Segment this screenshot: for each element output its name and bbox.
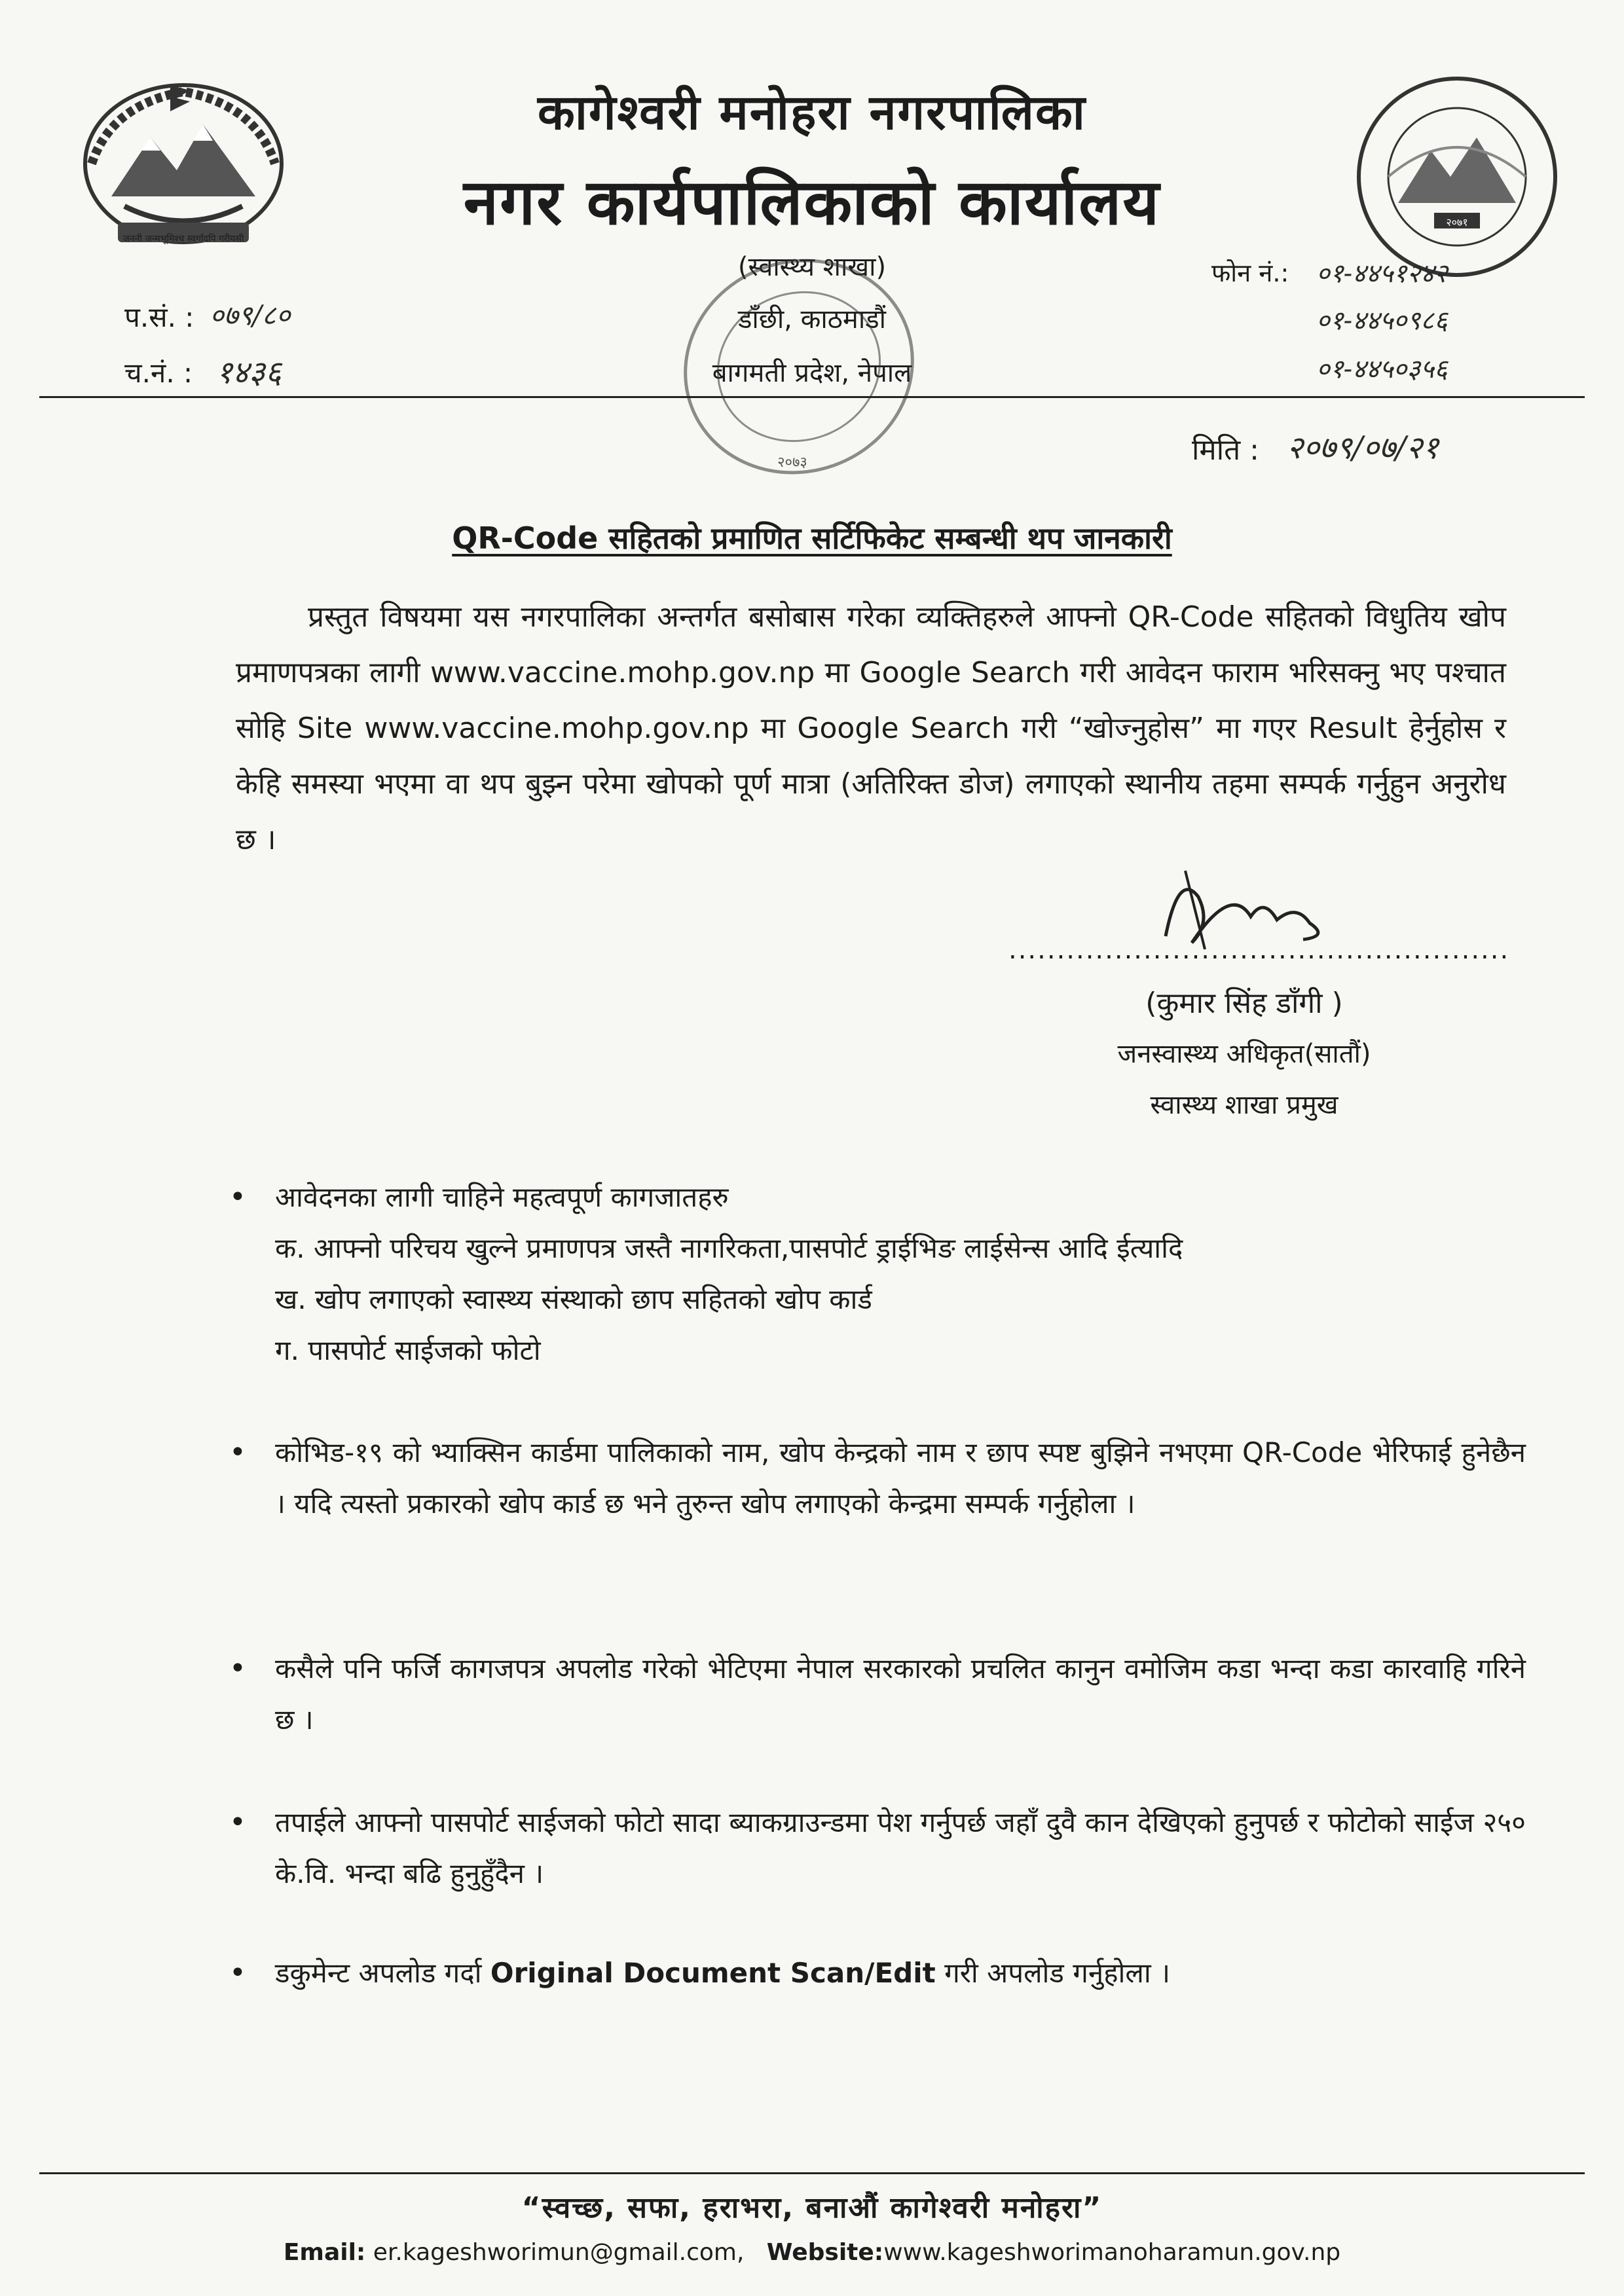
bullet-photo-requirements <box>229 1797 1526 1899</box>
bullet-upload-original <box>229 1948 1526 1999</box>
bullet-icon: • <box>229 1806 246 1839</box>
letter-subject <box>0 517 1624 558</box>
document-item-3: ग. पासपोर्ट साईजको फोटो <box>275 1334 541 1366</box>
municipality-seal-year: २०७१ <box>1446 216 1468 228</box>
bullet-required-documents <box>229 1172 1526 1376</box>
document-item-1: क. आफ्नो परिचय खुल्ने प्रमाणपत्र जस्तै नागरिकता,पासपोर्ट ड्राईभिङ लाईसेन्स आदि ईत्यादि <box>275 1232 1183 1264</box>
phone-label: फोन नं.: <box>1211 259 1289 287</box>
email-link[interactable]: er.kageshworimun@gmail.com, <box>373 2239 745 2266</box>
body-paragraph: प्रस्तुत विषयमा यस नगरपालिका अन्तर्गत बसोबास गरेका व्यक्तिहरुले आफ्नो QR-Code सहितको विधुतिय खोप प्रमाणपत्रका लागी www.vaccine.mohp.gov.np मा Google Search गरी आवेदन फाराम भरिसक्नु भए पश्चात सोहि Site www.vaccine.mohp.gov.np मा Google Search गरी “खोज्नुहोस” मा गएर Result हेर्नुहोस र केहि समस्या भएमा वा थप बुझ्न परेमा खोपको पूर्ण मात्रा (अतिरिक्त डोज) लगाएको स्थानीय तहमा सम्पर्क गर्नुहुन अनुरोध छ । <box>236 600 1506 856</box>
office-location: डाँछी, काठमाडौं <box>738 304 886 335</box>
upload-text-pre: डकुमेन्ट अपलोड गर्दा <box>275 1957 482 1989</box>
upload-text-bold: Original Document Scan/Edit <box>490 1957 936 1989</box>
bullet-title: आवेदनका लागी चाहिने महत्वपूर्ण कागजातहरु <box>275 1181 729 1213</box>
bullet-qr-verification <box>229 1427 1526 1529</box>
office-province: बागमती प्रदेश, नेपाल <box>712 358 912 388</box>
phone-number-2: ०१-४४५०९८६ <box>1316 306 1448 336</box>
document-item-2: ख. खोप लगाएको स्वास्थ्य संस्थाको छाप सहितको खोप कार्ड <box>275 1283 872 1315</box>
bullet-icon: • <box>229 1956 246 1990</box>
municipality-name: कागेश्वरी मनोहरा नगरपालिका <box>538 84 1086 141</box>
signatory-title: जनस्वास्थ्य अधिकृत(सातौं) <box>1117 1039 1371 1069</box>
ps-value: ०७९/८० <box>210 299 291 331</box>
website-label: Website: <box>766 2239 884 2266</box>
emblem-caption: जननी जन्मभूमिश्च स्वर्गादपि गरीयसी <box>122 234 244 244</box>
footer-slogan: “स्वच्छ, सफा, हराभरा, बनाऔं कागेश्वरी मनोहरा” <box>521 2191 1103 2225</box>
subject-text: QR-Code सहितको प्रमाणित सर्टिफिकेट सम्बन्धी थप जानकारी <box>452 520 1172 556</box>
phone-number-1: ०१-४४५१२४२ <box>1316 259 1448 289</box>
branch-name: (स्वास्थ्य शाखा) <box>737 252 887 282</box>
ps-label: प.सं. : <box>124 301 194 333</box>
cn-label: च.नं. : <box>124 357 193 389</box>
signature-line: .................................................... <box>1008 935 1510 965</box>
bullet-icon: • <box>229 1436 246 1469</box>
date-label: मिति : <box>1192 433 1259 467</box>
signatory-department: स्वास्थ्य शाखा प्रमुख <box>1150 1090 1338 1120</box>
bullet-text: तपाईले आफ्नो पासपोर्ट साईजको फोटो सादा ब्याकग्राउन्डमा पेश गर्नुपर्छ जहाँ दुवै कान देखिएको हुनुपर्छ र फोटोको साईज २५० के.वि. भन्दा बढि हुनुहुँदैन । <box>275 1806 1526 1889</box>
bullet-text <box>275 1948 1526 1999</box>
website-link[interactable]: www.kageshworimanoharamun.gov.np <box>883 2239 1341 2266</box>
office-name: नगर कार्यपालिकाको कार्यालय <box>463 166 1161 239</box>
signatory-name: (कुमार सिंह डाँगी ) <box>1145 987 1343 1020</box>
bullet-text: कसैले पनि फर्जि कागजपत्र अपलोड गरेको भेटिएमा नेपाल सरकारको प्रचलित कानुन वमोजिम कडा भन्दा कडा कारवाहि गरिने छ । <box>275 1652 1526 1736</box>
footer-contact <box>0 2239 1624 2266</box>
header-divider <box>39 396 1585 398</box>
bullet-icon: • <box>229 1652 246 1685</box>
office-stamp <box>668 249 930 484</box>
footer-divider <box>39 2172 1585 2174</box>
date-value: २०७९/०७/२१ <box>1287 429 1439 466</box>
bullet-text: कोभिड-१९ को भ्याक्सिन कार्डमा पालिकाको नाम, खोप केन्द्रको नाम र छाप स्पष्ट बुझिने नभएमा QR-Code भेरिफाई हुनेछैन । यदि त्यस्तो प्रकारको खोप कार्ड छ भने तुरुन्त खोप लगाएको केन्द्रमा सम्पर्क गर्नुहोला । <box>275 1436 1526 1520</box>
bullet-fake-documents <box>229 1643 1526 1745</box>
upload-text-post: गरी अपलोड गर्नुहोला । <box>944 1957 1171 1989</box>
bullet-icon: • <box>229 1180 246 1214</box>
email-label: Email: <box>283 2239 366 2266</box>
stamp-year: २०७३ <box>777 454 807 471</box>
phone-number-3: ०१-४४५०३५६ <box>1316 354 1448 384</box>
cn-value: १४३६ <box>216 354 282 391</box>
